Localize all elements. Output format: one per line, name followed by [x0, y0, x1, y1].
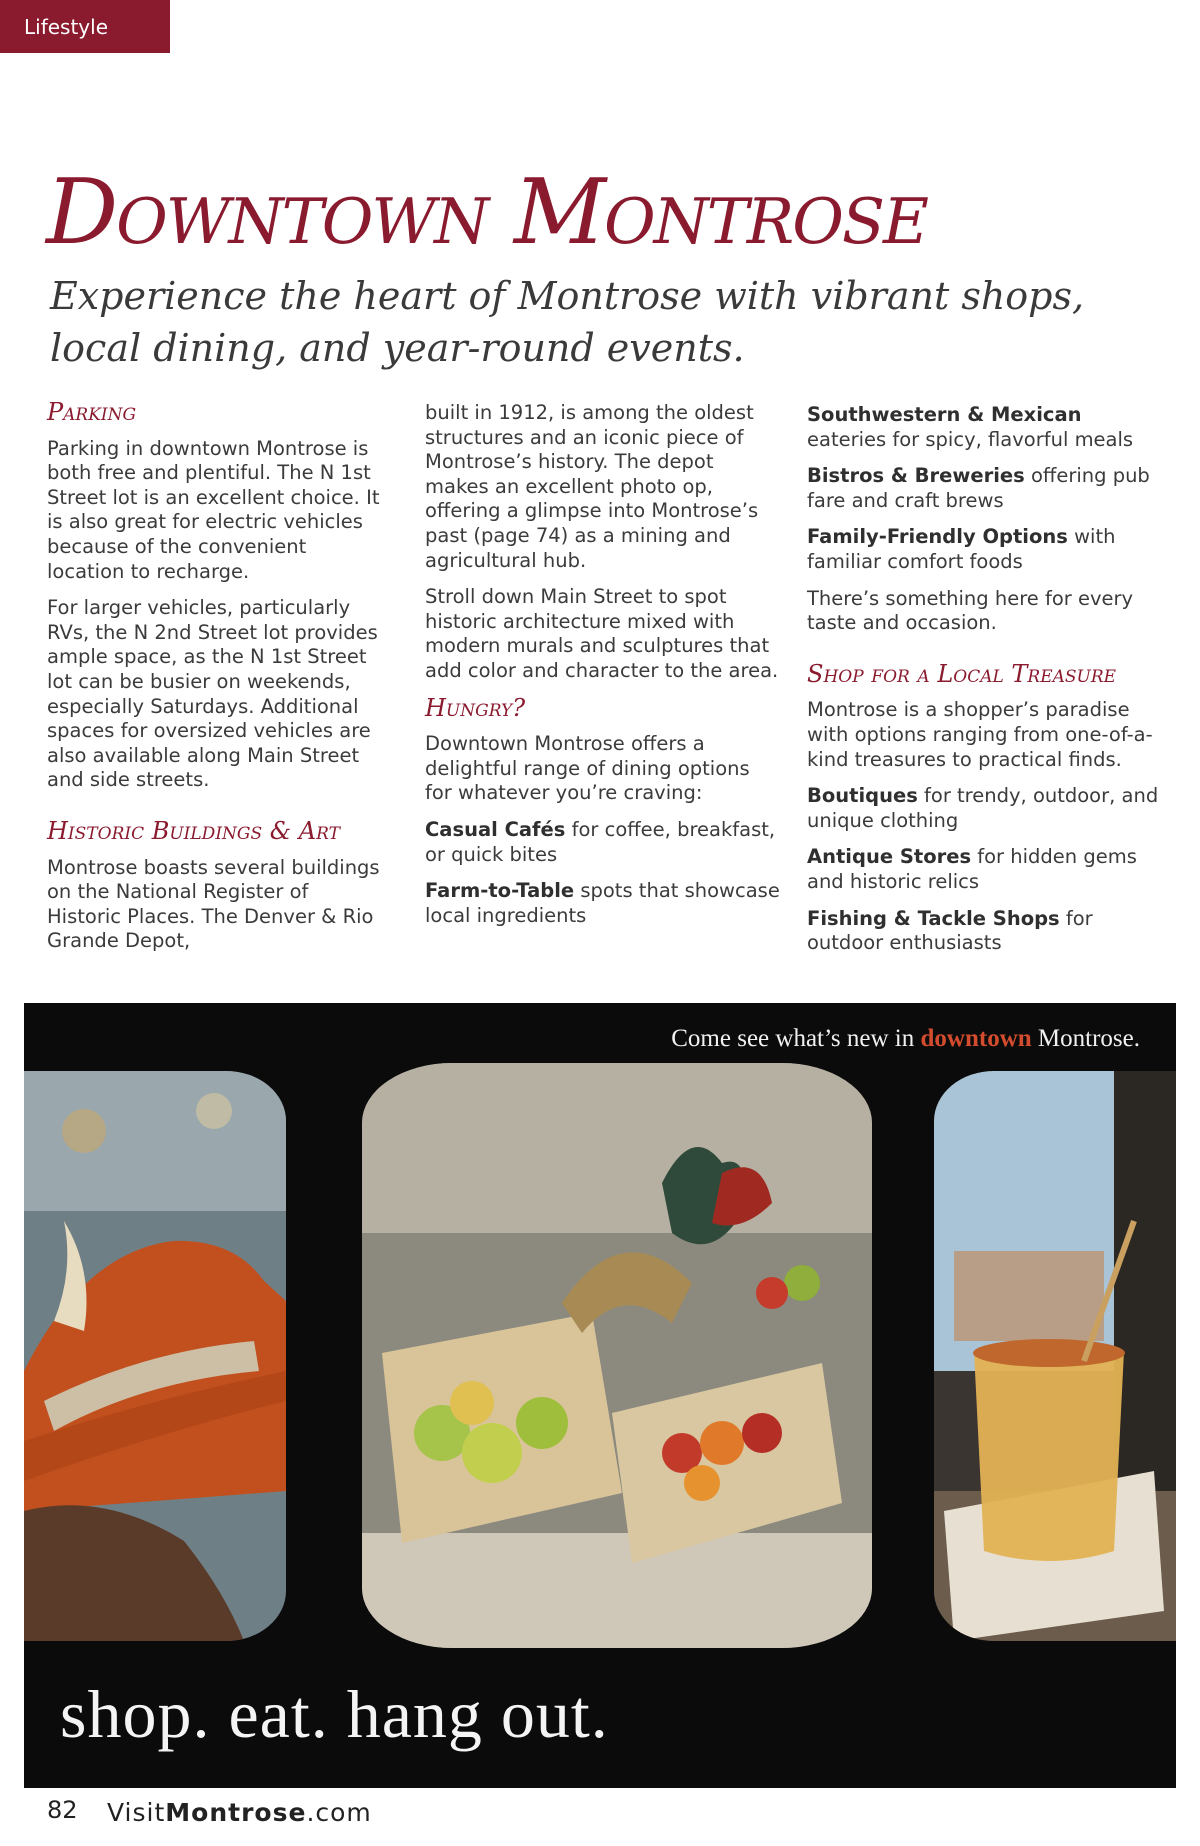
shop-heading: Shop for a Local Treasure	[807, 659, 1117, 688]
list-item-bold: Family-Friendly Options	[807, 525, 1068, 549]
photo-drink	[934, 1071, 1176, 1641]
page-title: Downtown Montrose	[46, 160, 928, 265]
column-3	[807, 403, 1162, 968]
list-item-boutiques	[807, 784, 1162, 833]
list-item-text: eateries for spicy, flavorful meals	[807, 427, 1134, 451]
list-item-bold: Fishing & Tackle Shops	[807, 906, 1060, 930]
list-item-fishing-tackle	[807, 907, 1162, 956]
photo-market	[362, 1063, 872, 1648]
historic-paragraph-1-continued: built in 1912, is among the oldest structures and an iconic piece of Montrose’s history. The depot makes an excellent photo op, offering a glimpse into Montrose’s past (page 74) as a mining and agricultural hub.	[425, 401, 759, 572]
list-item-text: spots that showcase local ingredients	[425, 879, 780, 927]
photo-drink-image	[934, 1071, 1176, 1641]
list-item-bold: Antique Stores	[807, 845, 972, 869]
list-item-casual-cafes	[425, 818, 780, 867]
list-item-text: for hidden gems and historic relics	[807, 845, 1137, 893]
list-item-bold: Casual Cafés	[425, 817, 566, 841]
list-item-text: for outdoor enthusiasts	[807, 906, 1093, 955]
ad-photo-band	[24, 1003, 1176, 1788]
historic-paragraph-2: Stroll down Main Street to spot historic architecture mixed with modern murals and sculptures that add color and character to the area.	[425, 585, 779, 682]
list-item-antique-stores	[807, 845, 1162, 894]
column-2	[425, 401, 780, 940]
parking-paragraph-1: Parking in downtown Montrose is both free and plentiful. The N 1st Street lot is an excellent choice. It is also great for electric vehicles because of the convenient location to recharge.	[47, 436, 380, 583]
every-taste-paragraph: There’s something here for every taste and occasion.	[807, 586, 1134, 635]
list-item-text: for coffee, breakfast, or quick bites	[425, 817, 776, 866]
list-item-text: offering pub fare and craft brews	[807, 464, 1150, 512]
list-item-bold: Farm-to-Table	[425, 879, 575, 903]
footer-website-pre: Visit	[107, 1798, 166, 1827]
hungry-paragraph: Downtown Montrose offers a delightful range of dining options for whatever you’re craving:	[425, 732, 750, 805]
photo-market-image	[362, 1063, 872, 1648]
historic-paragraph-1: Montrose boasts several buildings on the National Register of Historic Places. The Denver & Rio Grande Depot,	[47, 855, 380, 953]
list-item-farm-to-table	[425, 879, 780, 928]
ad-tagline	[671, 1025, 1140, 1053]
footer-website-mid: Montrose	[165, 1798, 307, 1827]
ad-tagline-highlight: downtown	[920, 1025, 1032, 1052]
photo-hat	[24, 1071, 286, 1641]
column-1	[47, 400, 387, 966]
parking-paragraph-2: For larger vehicles, particularly RVs, the N 2nd Street lot provides ample space, as the N 1st Street lot can be busier on weekends, especially Saturdays. Additional spaces for oversized vehicles are also available along Main Street and side streets.	[47, 596, 378, 792]
list-item-bold: Bistros & Breweries	[807, 464, 1025, 488]
parking-heading: Parking	[47, 398, 137, 426]
page-number: 82	[47, 1796, 78, 1824]
list-item-text: with familiar comfort foods	[807, 525, 1116, 573]
footer-website-post: .com	[306, 1798, 372, 1827]
photo-hat-image	[24, 1071, 286, 1641]
page-subtitle: Experience the heart of Montrose with vibrant shops, local dining, and year-round events.	[50, 274, 1085, 370]
list-item-bold: Boutiques	[807, 784, 918, 808]
section-tab	[0, 0, 170, 53]
list-item-family-friendly	[807, 525, 1162, 574]
shop-paragraph: Montrose is a shopper’s paradise with options ranging from one-of-a-kind treasures to practical finds.	[807, 698, 1153, 771]
ad-slogan: shop. eat. hang out.	[60, 1676, 609, 1752]
historic-heading: Historic Buildings & Art	[47, 816, 340, 845]
list-item-bold: Southwestern & Mexican	[807, 403, 1082, 426]
list-item-southwestern-mexican	[807, 403, 1162, 452]
ad-tagline-post: Montrose.	[1031, 1025, 1140, 1052]
ad-tagline-pre: Come see what’s new in	[671, 1025, 921, 1052]
list-item-text: for trendy, outdoor, and unique clothing	[807, 784, 1159, 832]
section-tab-label: Lifestyle	[24, 14, 109, 39]
footer-website	[107, 1798, 372, 1827]
list-item-bistros-breweries	[807, 464, 1162, 513]
hungry-heading: Hungry?	[425, 693, 526, 722]
